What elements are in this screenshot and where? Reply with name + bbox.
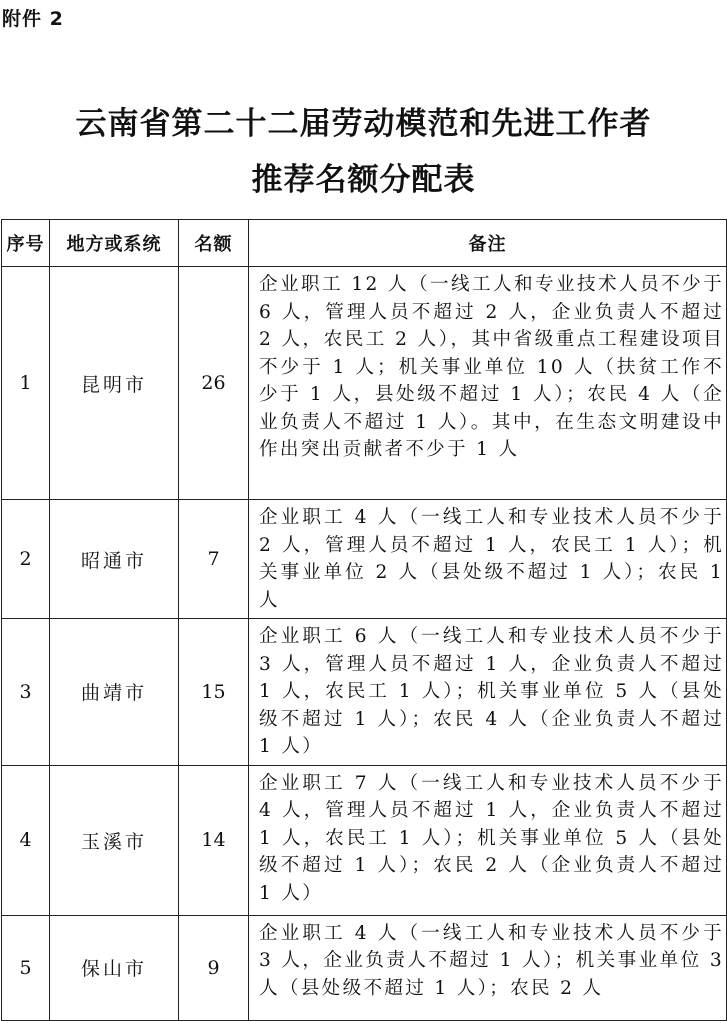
- row-note: 企业职工 4 人（一线工人和专业技术人员不少于 2 人，管理人员不超过 1 人，农民工 1 人）；机关事业单位 2 人（县处级不超过 1 人）；农民 1 人: [249, 500, 727, 619]
- row-region: 昭通市: [50, 500, 179, 619]
- row-number: 1: [2, 267, 50, 500]
- row-quota: 14: [179, 765, 249, 915]
- table-row: [2, 267, 727, 500]
- row-region: 保山市: [50, 915, 179, 1020]
- row-note: 企业职工 6 人（一线工人和专业技术人员不少于 3 人，管理人员不超过 1 人，企业负责人不超过 1 人，农民工 1 人）；机关事业单位 5 人（县处级不超过 1 人）；农民 4 人（企业负责人不超过 1 人）: [249, 619, 727, 766]
- quota-table: [1, 219, 727, 1021]
- row-quota: 7: [179, 500, 249, 619]
- document-subtitle: 推荐名额分配表: [251, 162, 476, 198]
- row-region: 昆明市: [50, 267, 179, 500]
- column-header-quota: 名额: [179, 220, 249, 267]
- column-header-region: 地方或系统: [50, 220, 179, 267]
- row-number: 3: [2, 619, 50, 766]
- table-row: [2, 765, 727, 915]
- table-row: [2, 915, 727, 1020]
- column-header-note: 备注: [249, 220, 727, 267]
- table-header-row: [2, 220, 727, 267]
- row-note: 企业职工 4 人（一线工人和专业技术人员不少于 3 人，企业负责人不超过 1 人）；机关事业单位 3 人（县处级不超过 1 人）；农民 2 人: [249, 915, 727, 1020]
- row-region: 曲靖市: [50, 619, 179, 766]
- row-number: 4: [2, 765, 50, 915]
- row-quota: 26: [179, 267, 249, 500]
- row-number: 5: [2, 915, 50, 1020]
- table-row: [2, 500, 727, 619]
- attachment-label: 附件 2: [2, 8, 64, 30]
- row-quota: 15: [179, 619, 249, 766]
- row-note: 企业职工 12 人（一线工人和专业技术人员不少于 6 人，管理人员不超过 2 人，企业负责人不超过 2 人，农民工 2 人），其中省级重点工程建设项目不少于 1 人；机关事业单位 10 人（扶贫工作不少于 1 人，县处级不超过 1 人）；农民 4 人（企业负责人不超过 1 人）。其中，在生态文明建设中作出突出贡献者不少于 1 人: [249, 267, 727, 500]
- row-quota: 9: [179, 915, 249, 1020]
- row-region: 玉溪市: [50, 765, 179, 915]
- row-number: 2: [2, 500, 50, 619]
- document-title: 云南省第二十二届劳动模范和先进工作者: [75, 106, 652, 142]
- row-note: 企业职工 7 人（一线工人和专业技术人员不少于 4 人，管理人员不超过 1 人，企业负责人不超过 1 人，农民工 1 人）；机关事业单位 5 人（县处级不超过 1 人）；农民 2 人（企业负责人不超过 1 人）: [249, 765, 727, 915]
- table-row: [2, 619, 727, 766]
- column-header-no: 序号: [2, 220, 50, 267]
